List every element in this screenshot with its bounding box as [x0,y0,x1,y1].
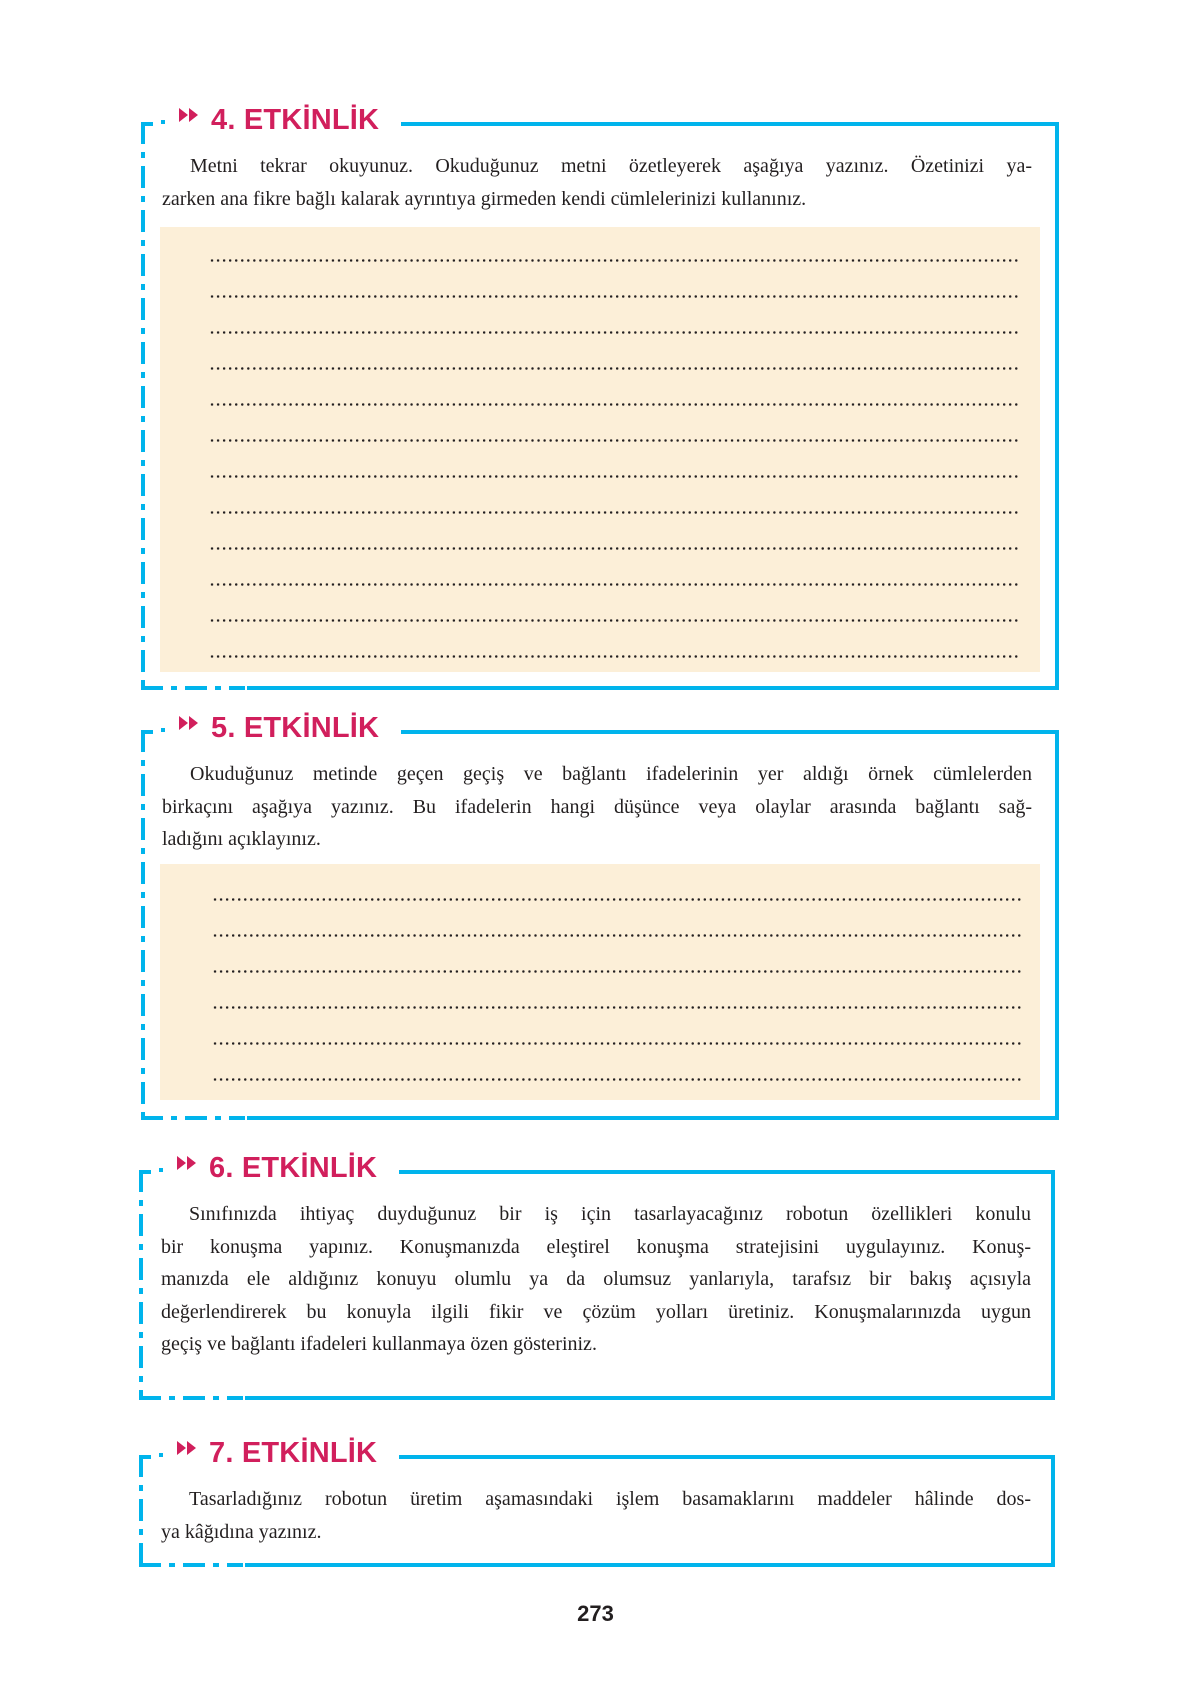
answer-line[interactable] [209,619,1021,622]
answer-line[interactable] [209,547,1021,550]
frame-right-line [1051,1455,1055,1567]
answer-line[interactable] [209,403,1021,406]
answer-line[interactable] [212,1006,1024,1009]
frame-dot [159,1168,163,1172]
activity-title: 7. ETKİNLİK [209,1437,378,1469]
instruction-text: Okuduğunuz metinde geçen geçiş ve bağlantı ifadelerinin yer aldığı örnek cümlelerden birkaçını aşağıya yazınız. Bu ifadelerin hangi düşünce veya olaylar arasında bağlantı sağ- ladığını açıklayınız. [162,763,1032,850]
frame-dot [159,1453,163,1457]
frame-bottom-line [245,1396,1055,1400]
answer-line[interactable] [212,1078,1024,1081]
double-arrow-right-icon [179,108,198,122]
frame-bottom-dashed [141,1116,245,1120]
answer-line[interactable] [212,898,1024,901]
frame-right-line [1055,122,1059,690]
double-arrow-right-icon [177,1441,196,1455]
frame-left-dashed [141,730,145,1116]
frame-left-dashed [141,122,145,686]
frame-left-dashed [139,1455,143,1565]
answer-line[interactable] [209,367,1021,370]
frame-left-dashed [139,1170,143,1398]
frame-bottom-dashed [139,1563,243,1567]
answer-line[interactable] [209,655,1021,658]
frame-right-line [1051,1170,1055,1400]
activity-5 [141,712,1059,1122]
frame-bottom-dashed [139,1396,243,1400]
answer-line[interactable] [212,970,1024,973]
answer-line[interactable] [209,259,1021,262]
frame-bottom-line [247,686,1059,690]
answer-area[interactable] [160,227,1040,672]
frame-top-line [401,122,1059,126]
frame-right-line [1055,730,1059,1120]
instruction-text: Sınıfınızda ihtiyaç duyduğunuz bir iş için tasarlayacağınız robotun özellikleri konulu bir konuşma yapınız. Konuşmanızda eleştirel konuşma stratejisini uygulayınız. Konuş- manızda ele aldığınız konuyu olumlu ya da olumsuz yanlarıyla, tarafsız bir bakış açısıyla değerlendirerek bu konuyla ilgili fikir ve çözüm yolları üretiniz. Konuşmalarınızda uygun geçiş ve bağlantı ifadeleri kullanmaya özen gösteriniz. [161,1203,1031,1355]
activity-4 [141,104,1059,690]
activity-title: 5. ETKİNLİK [211,712,380,744]
instruction-text: Tasarladığınız robotun üretim aşamasındaki işlem basamaklarını maddeler hâlinde dos- ya kâğıdına yazınız. [161,1488,1031,1543]
activity-6 [139,1152,1055,1402]
answer-line[interactable] [209,439,1021,442]
frame-top-line [399,1170,1055,1174]
answer-area[interactable] [160,864,1040,1100]
frame-bottom-line [245,1563,1055,1567]
activity-title: 6. ETKİNLİK [209,1152,378,1184]
answer-line[interactable] [212,1042,1024,1045]
frame-top-line [399,1455,1055,1459]
activity-title: 4. ETKİNLİK [211,104,380,136]
answer-line[interactable] [209,331,1021,334]
answer-line[interactable] [209,511,1021,514]
frame-bottom-line [247,1116,1059,1120]
double-arrow-right-icon [177,1156,196,1170]
answer-line[interactable] [212,934,1024,937]
page-number: 273 [577,1601,614,1626]
frame-top-line [401,730,1059,734]
activity-7 [139,1437,1055,1569]
answer-line[interactable] [209,475,1021,478]
frame-dot [161,120,165,124]
frame-dot [161,728,165,732]
frame-bottom-dashed [141,686,245,690]
answer-line[interactable] [209,295,1021,298]
double-arrow-right-icon [179,716,198,730]
answer-line[interactable] [209,583,1021,586]
instruction-text: Metni tekrar okuyunuz. Okuduğunuz metni özetleyerek aşağıya yazınız. Özetinizi ya- zarken ana fikre bağlı kalarak ayrıntıya girmeden kendi cümlelerinizi kullanınız. [162,155,1032,210]
